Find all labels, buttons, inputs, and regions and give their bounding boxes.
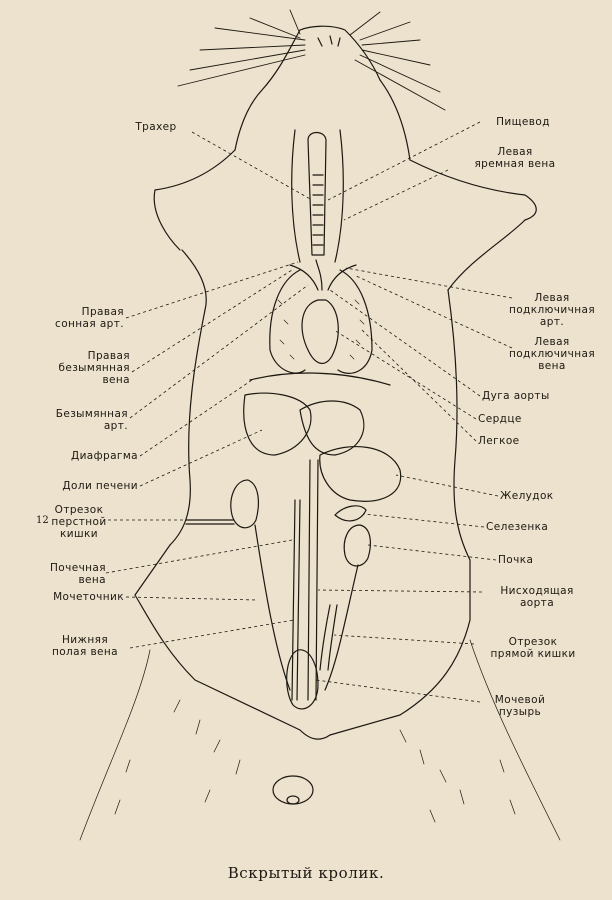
anus — [273, 776, 313, 804]
leader-aortic-arch — [330, 290, 480, 396]
leader-bladder — [316, 680, 480, 702]
label-left-subclavian-vein: Левая подключичная вена — [508, 336, 596, 372]
leader-liver — [140, 430, 262, 486]
label-bladder: Мочевой пузырь — [494, 694, 546, 718]
figure-number: 12 — [36, 515, 49, 526]
label-diaphragm: Диафрагма — [70, 450, 138, 462]
leader-renal-vein — [106, 540, 292, 573]
leader-rectum — [334, 635, 474, 644]
label-rectum-segment: Отрезок прямой кишки — [490, 636, 576, 660]
leader-left-jugular — [344, 170, 448, 220]
body-outline — [170, 310, 205, 545]
label-lung: Легкое — [478, 435, 520, 447]
aorta-drawing — [308, 460, 318, 700]
label-kidney: Почка — [498, 554, 534, 566]
head-outline — [300, 26, 380, 80]
lung-right — [338, 270, 372, 373]
leader-kidney — [368, 545, 496, 560]
leader-right-carotid — [126, 262, 298, 318]
lung-left — [270, 270, 305, 373]
kidney-right — [344, 525, 370, 566]
label-ureter: Мочеточник — [53, 591, 124, 603]
leader-ivc — [130, 620, 294, 648]
diaphragm-drawing — [250, 373, 390, 385]
label-inferior-vena-cava: Нижняя полая вена — [51, 634, 119, 658]
leader-innominate-artery — [130, 285, 308, 418]
label-stomach: Желудок — [500, 490, 554, 502]
label-renal-vein: Почечная вена — [49, 562, 106, 586]
leader-descending-aorta — [318, 590, 482, 592]
label-right-carotid: Правая сонная арт. — [55, 306, 124, 330]
label-right-innominate-vein: Правая безымянная вена — [58, 350, 130, 386]
leader-spleen — [364, 514, 484, 527]
figure-caption: Вскрытый кролик. — [227, 864, 385, 882]
leader-diaphragm — [140, 380, 252, 456]
label-duodenum-segment: Отрезок перстной кишки — [51, 504, 107, 540]
liver-drawing — [244, 393, 311, 455]
label-esophagus: Пищевод — [496, 116, 550, 128]
leader-lung — [362, 330, 476, 441]
kidney-left — [231, 480, 259, 528]
label-innominate-artery: Безымянная арт. — [55, 408, 128, 432]
leader-left-subclavian-vein — [354, 275, 512, 348]
label-aortic-arch: Дуга аорты — [482, 390, 550, 402]
leader-left-subclavian-art — [346, 268, 512, 298]
label-trachea: Трахер — [135, 121, 177, 133]
heart-drawing — [302, 300, 338, 363]
bladder-drawing — [287, 650, 318, 709]
spleen-drawing — [335, 506, 366, 521]
leader-stomach — [396, 475, 498, 496]
leader-ureter — [126, 597, 258, 600]
label-left-jugular-vein: Левая яремная вена — [474, 146, 556, 170]
whiskers — [178, 10, 445, 110]
trachea-drawing — [308, 133, 326, 256]
label-left-subclavian-artery: Левая подключичная арт. — [508, 292, 596, 328]
label-descending-aorta: Нисходящая аорта — [500, 585, 574, 609]
label-heart: Сердце — [478, 413, 522, 425]
label-spleen: Селезенка — [486, 521, 549, 533]
label-liver-lobes: Доли печени — [62, 480, 138, 492]
